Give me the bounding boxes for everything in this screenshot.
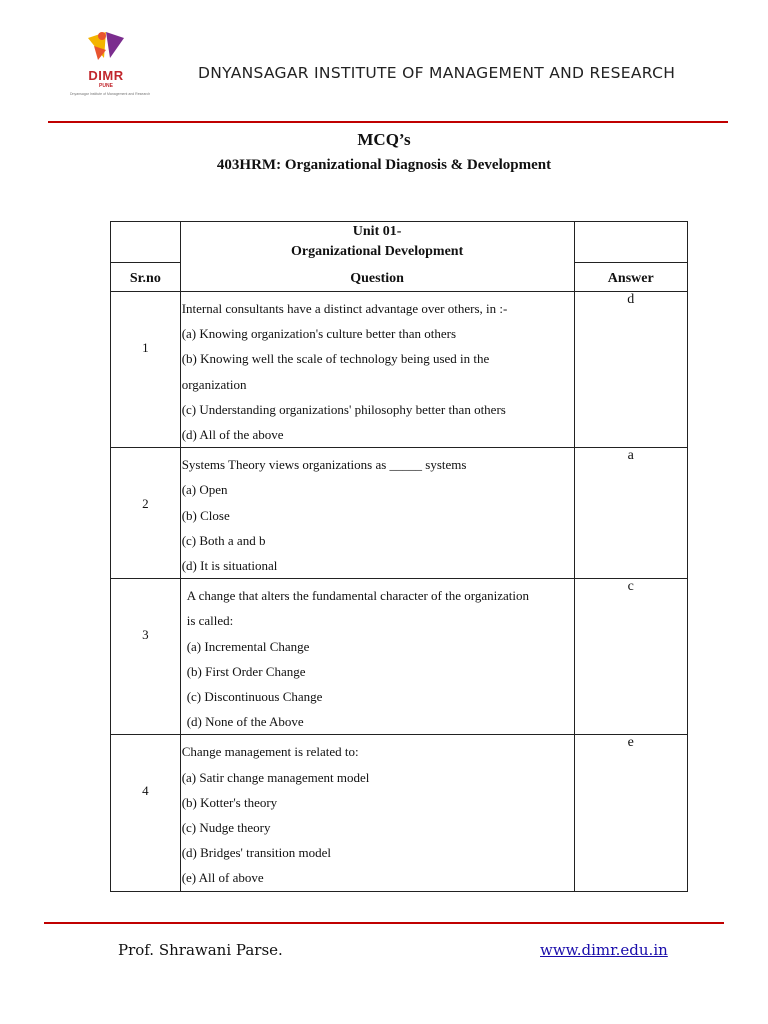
row-question bbox=[180, 448, 574, 579]
row-srno: 3 bbox=[111, 579, 181, 735]
unit-title: Organizational Development bbox=[290, 244, 464, 259]
header-question-cell bbox=[180, 222, 574, 292]
footer-divider bbox=[44, 922, 724, 924]
table-row bbox=[111, 735, 688, 891]
table-row bbox=[111, 292, 688, 448]
document-title: MCQ’s bbox=[357, 130, 411, 149]
row-answer: c bbox=[574, 579, 688, 735]
option-line: (b) Kotter's theory bbox=[181, 794, 278, 810]
unit-number: Unit 01- bbox=[352, 224, 402, 239]
question-line: Change management is related to: bbox=[181, 744, 359, 760]
logo-tagline: Dnyansagar Institute of Management and Research bbox=[70, 92, 150, 96]
option-line: (a) Incremental Change bbox=[186, 638, 310, 654]
row-question bbox=[180, 735, 574, 891]
mcq-table bbox=[110, 221, 688, 892]
option-line: (d) It is situational bbox=[181, 558, 278, 574]
question-line: is called: bbox=[186, 613, 234, 629]
option-line: (a) Satir change management model bbox=[181, 769, 370, 785]
question-line: A change that alters the fundamental character of the organization bbox=[186, 588, 530, 604]
table-header-row bbox=[111, 222, 688, 292]
option-line: (d) Bridges' transition model bbox=[181, 845, 331, 861]
option-line: (b) Knowing well the scale of technology being used in the bbox=[181, 351, 490, 367]
footer-website-link[interactable]: www.dimr.edu.in bbox=[540, 941, 668, 959]
table-row bbox=[111, 448, 688, 579]
option-line: organization bbox=[181, 376, 247, 392]
option-line: (c) Discontinuous Change bbox=[186, 689, 323, 705]
option-line: (c) Understanding organizations' philosophy better than others bbox=[181, 401, 506, 417]
row-answer: a bbox=[574, 448, 688, 579]
header-srno-cell bbox=[111, 222, 181, 292]
option-line: (b) Close bbox=[181, 507, 230, 523]
option-line: (d) None of the Above bbox=[186, 714, 304, 730]
row-answer: d bbox=[574, 292, 688, 448]
row-srno: 4 bbox=[111, 735, 181, 891]
institute-name: DNYANSAGAR INSTITUTE OF MANAGEMENT AND RESEARCH bbox=[198, 64, 676, 82]
logo-text: DIMR bbox=[88, 68, 124, 83]
option-line: (c) Both a and b bbox=[181, 532, 266, 548]
option-line: (d) All of the above bbox=[181, 427, 284, 443]
row-answer: e bbox=[574, 735, 688, 891]
option-line: (a) Open bbox=[181, 482, 228, 498]
document-subtitle: 403HRM: Organizational Diagnosis & Development bbox=[216, 157, 552, 173]
option-line: (c) Nudge theory bbox=[181, 820, 271, 836]
logo-subtext: PUNE bbox=[99, 83, 113, 89]
row-srno: 2 bbox=[111, 448, 181, 579]
header-divider bbox=[48, 121, 728, 123]
option-line: (b) First Order Change bbox=[186, 663, 306, 679]
question-line: Internal consultants have a distinct advantage over others, in :- bbox=[181, 301, 508, 316]
dimr-logo bbox=[70, 28, 150, 102]
header-srno: Sr.no bbox=[129, 271, 161, 286]
row-question bbox=[180, 579, 574, 735]
header-question: Question bbox=[350, 271, 404, 286]
header-answer: Answer bbox=[607, 271, 654, 286]
option-line: (e) All of above bbox=[181, 870, 264, 886]
option-line: (a) Knowing organization's culture better than others bbox=[181, 326, 456, 342]
header-answer-cell bbox=[574, 222, 688, 292]
question-line: Systems Theory views organizations as _____ systems bbox=[181, 457, 467, 473]
logo-emblem-icon bbox=[84, 28, 128, 70]
row-srno: 1 bbox=[111, 292, 181, 448]
footer-author: Prof. Shrawani Parse. bbox=[118, 941, 283, 959]
row-question bbox=[180, 292, 574, 448]
table-row bbox=[111, 579, 688, 735]
